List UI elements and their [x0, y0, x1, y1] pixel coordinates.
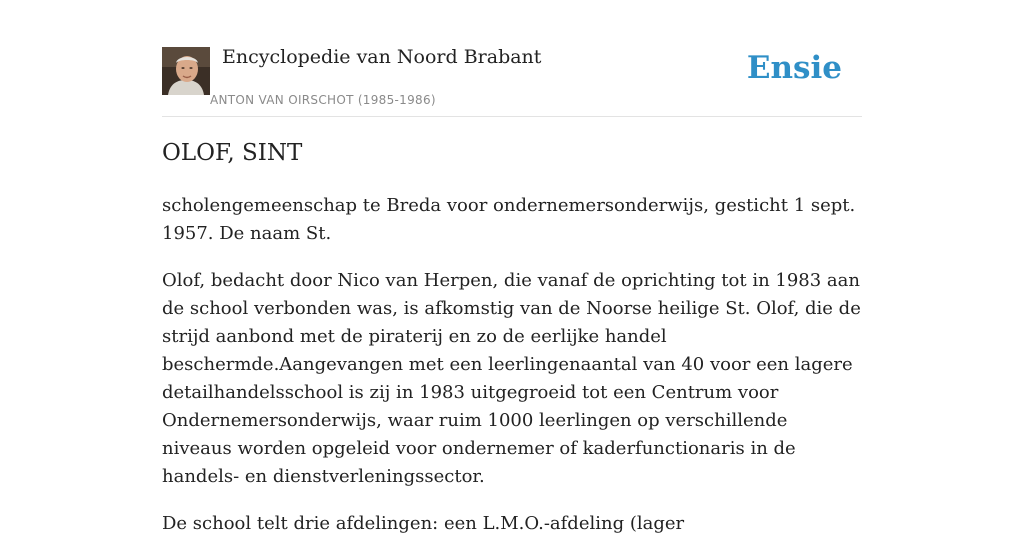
- portrait-image: [162, 47, 210, 95]
- ensie-logo[interactable]: Ensie: [746, 50, 842, 86]
- header: [162, 46, 862, 117]
- article-title: OLOF, SINT: [162, 140, 303, 166]
- author-avatar[interactable]: [162, 47, 210, 95]
- article-paragraph: Olof, bedacht door Nico van Herpen, die vanaf de oprichting tot in 1983 aan de school verbonden was, is afkomstig van de Noorse heilige St. Olof, die de strijd aanbond met de piraterij en zo de eerlijke handel beschermde.Aangevangen met een leerlingenaantal van 40 voor een lagere detailhandelsschool is zij in 1983 uitgegroeid tot een Centrum voor Ondernemersonderwijs, waar ruim 1000 leerlingen op verschillende niveaus worden opgeleid voor ondernemer of kaderfunctionaris in de handels- en dienstverleningssector.: [162, 270, 861, 487]
- article-paragraph: De school telt drie afdelingen: een L.M.O.-afdeling (lager: [162, 513, 685, 534]
- article-paragraph: scholengemeenschap te Breda voor ondernemersonderwijs, gesticht 1 sept. 1957. De naam St.: [162, 195, 856, 244]
- article-body: [162, 192, 862, 557]
- author-name[interactable]: ANTON VAN OIRSCHOT (1985-1986): [210, 93, 436, 107]
- source-title[interactable]: Encyclopedie van Noord Brabant: [222, 46, 542, 68]
